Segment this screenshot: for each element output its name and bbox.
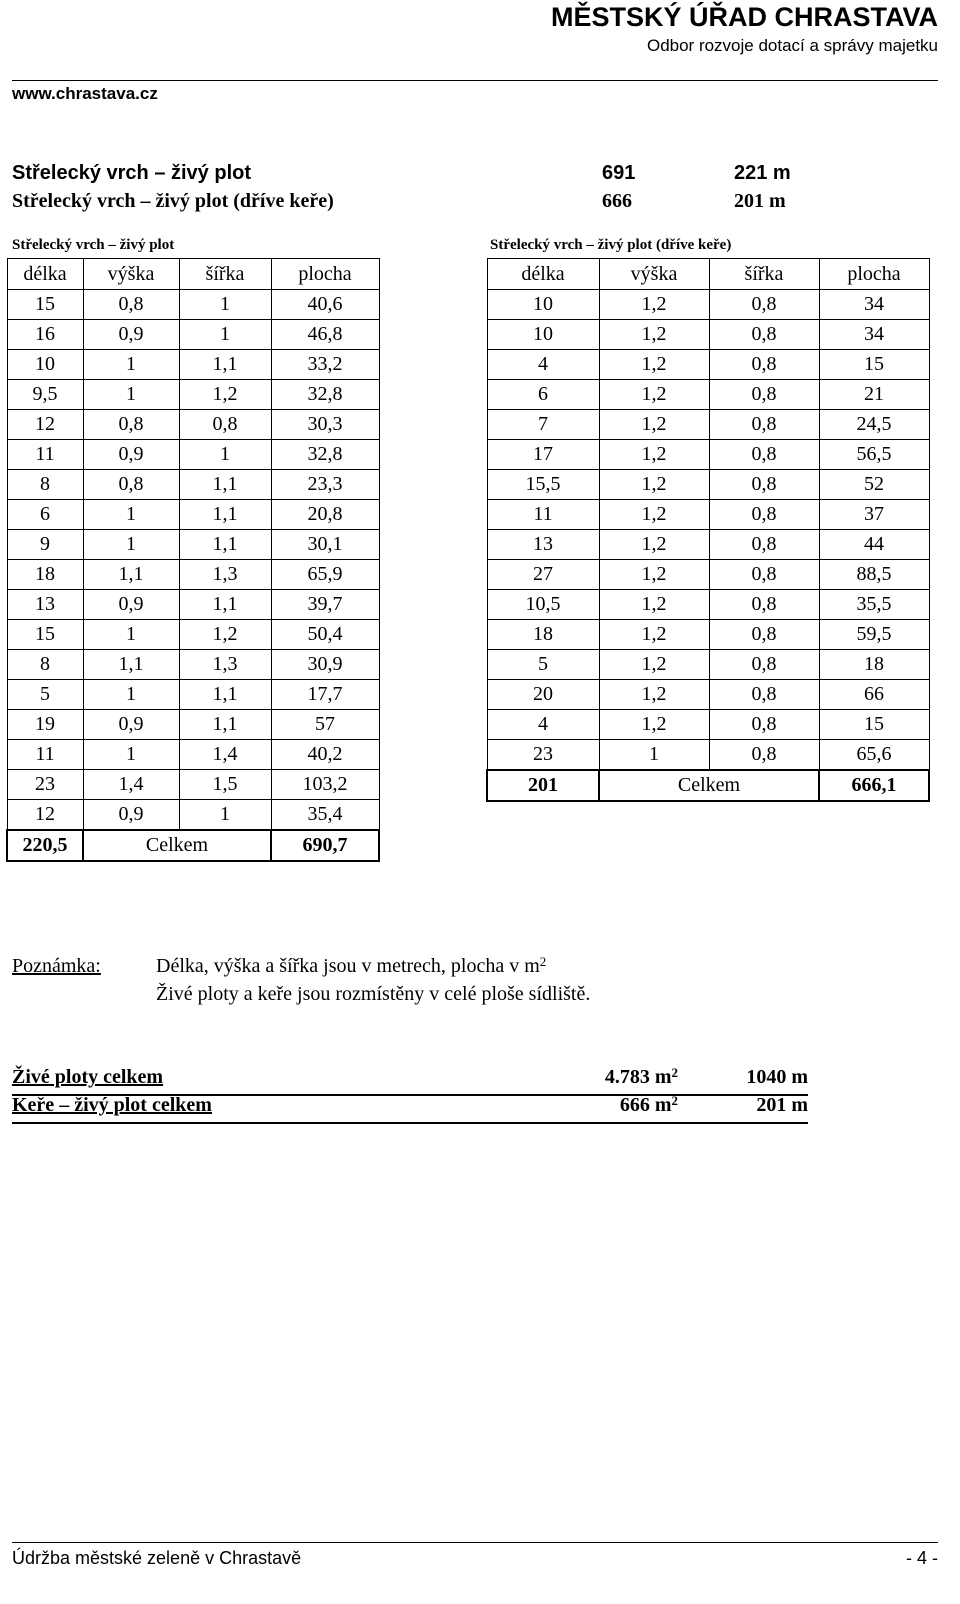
table-row [7,710,379,740]
table-cell: 0,8 [709,350,819,380]
table-cell: 1 [179,290,271,320]
table-cell: 19 [7,710,83,740]
left-hedge-table [6,258,380,862]
summary-row-former-shrubs [12,190,842,218]
total-label-cell: Celkem [83,830,271,861]
table-header-row [487,259,929,290]
table-row [487,530,929,560]
table-cell: 35,5 [819,590,929,620]
table-cell: 1 [83,380,179,410]
table-cell: 15,5 [487,470,599,500]
table-cell: 1,1 [179,350,271,380]
table-cell: 1,2 [599,470,709,500]
table-row [487,320,929,350]
table-cell: 1,1 [179,710,271,740]
table-row [487,740,929,771]
table-cell: 30,3 [271,410,379,440]
column-header: délka [7,259,83,290]
table-cell: 35,4 [271,800,379,831]
table-cell: 1 [179,800,271,831]
table-cell: 52 [819,470,929,500]
table-cell: 8 [7,470,83,500]
table-cell: 1,2 [599,530,709,560]
table-row [7,470,379,500]
table-cell: 1,1 [83,560,179,590]
table-cell: 1,2 [599,650,709,680]
table-cell: 1,2 [599,410,709,440]
table-cell: 65,9 [271,560,379,590]
table-cell: 0,8 [709,590,819,620]
table-cell: 0,8 [709,380,819,410]
table-cell: 0,9 [83,710,179,740]
table-cell: 1,2 [599,590,709,620]
table-cell: 6 [487,380,599,410]
table-cell: 5 [487,650,599,680]
table-cell: 1 [83,530,179,560]
table-cell: 46,8 [271,320,379,350]
table-cell: 0,8 [179,410,271,440]
table-cell: 30,9 [271,650,379,680]
table-cell: 18 [819,650,929,680]
table-cell: 0,8 [709,290,819,320]
table-row [487,380,929,410]
footer-title: Údržba městské zeleně v Chrastavě [12,1548,302,1568]
table-cell: 0,8 [83,470,179,500]
table-cell: 0,8 [709,470,819,500]
table-cell: 1,1 [83,650,179,680]
table-cell: 0,9 [83,320,179,350]
table-row [7,500,379,530]
table-cell: 16 [7,320,83,350]
table-row [487,500,929,530]
table-cell: 1,1 [179,530,271,560]
table-cell: 1,3 [179,560,271,590]
right-hedge-table [486,258,930,802]
table-cell: 4 [487,350,599,380]
total-area-cell: 690,7 [271,830,379,861]
table-cell: 1 [83,680,179,710]
table-cell: 57 [271,710,379,740]
table-cell: 1 [83,500,179,530]
table-row [487,650,929,680]
table-row [487,560,929,590]
table-cell: 9,5 [7,380,83,410]
table-cell: 40,2 [271,740,379,770]
table-cell: 1,2 [179,380,271,410]
table-cell: 103,2 [271,770,379,800]
table-cell: 20,8 [271,500,379,530]
table-cell: 12 [7,410,83,440]
table-cell: 1,2 [599,440,709,470]
table-cell: 17,7 [271,680,379,710]
table-cell: 1 [179,440,271,470]
table-cell: 33,2 [271,350,379,380]
column-header: výška [599,259,709,290]
table-cell: 1 [179,320,271,350]
table-row [487,470,929,500]
table-row [487,410,929,440]
note-text: Délka, výška a šířka jsou v metrech, plocha v m [156,955,540,977]
table-cell: 50,4 [271,620,379,650]
table-cell: 0,8 [709,680,819,710]
table-cell: 11 [487,500,599,530]
table-row [7,440,379,470]
column-header: šířka [179,259,271,290]
table-cell: 13 [487,530,599,560]
table-cell: 0,8 [709,500,819,530]
table-row [7,590,379,620]
table-row [487,680,929,710]
column-header: plocha [271,259,379,290]
table-cell: 7 [487,410,599,440]
table-cell: 0,8 [709,530,819,560]
table-row [487,710,929,740]
table-cell: 1 [83,350,179,380]
column-header: výška [83,259,179,290]
table-cell: 0,8 [709,560,819,590]
table-cell: 6 [7,500,83,530]
total-length: 1040 m [746,1066,808,1088]
table-cell: 1,2 [599,290,709,320]
table-row [487,290,929,320]
table-cell: 1 [83,740,179,770]
table-cell: 59,5 [819,620,929,650]
column-header: délka [487,259,599,290]
table-cell: 11 [7,440,83,470]
table-cell: 0,8 [709,710,819,740]
table-cell: 1,1 [179,590,271,620]
total-area-value: 666 m [619,1094,672,1116]
table-row [7,620,379,650]
table-cell: 0,8 [709,740,819,771]
footer-divider [12,1542,938,1543]
table-cell: 8 [7,650,83,680]
table-cell: 18 [7,560,83,590]
total-label-cell: Celkem [599,770,819,801]
table-cell: 39,7 [271,590,379,620]
table-cell: 15 [819,350,929,380]
column-header: plocha [819,259,929,290]
table-cell: 65,6 [819,740,929,771]
table-cell: 56,5 [819,440,929,470]
table-cell: 1,1 [179,500,271,530]
table-cell: 10 [487,290,599,320]
table-cell: 0,9 [83,440,179,470]
total-row-hedges [12,1066,808,1096]
table-cell: 15 [819,710,929,740]
table-cell: 13 [7,590,83,620]
table-cell: 10 [7,350,83,380]
table-row [7,380,379,410]
table-cell: 66 [819,680,929,710]
summary-length: 221 m [734,162,791,184]
table-cell: 1,2 [599,680,709,710]
column-header: šířka [709,259,819,290]
table-cell: 1,2 [599,500,709,530]
summary-length: 201 m [734,190,786,212]
right-table-caption: Střelecký vrch – živý plot (dříve keře) [490,237,732,253]
table-cell: 88,5 [819,560,929,590]
total-length-cell: 201 [487,770,599,801]
table-cell: 0,8 [83,290,179,320]
table-cell: 34 [819,320,929,350]
table-cell: 9 [7,530,83,560]
department-subtitle: Odbor rozvoje dotací a správy majetku [646,36,938,55]
total-area [620,1094,678,1117]
summary-row-hedge [12,162,842,190]
table-cell: 20 [487,680,599,710]
summary-number: 691 [602,162,636,184]
table-row [7,650,379,680]
summary-label: Střelecký vrch – živý plot [12,162,252,184]
table-cell: 1,2 [599,620,709,650]
table-cell: 15 [7,290,83,320]
table-row [7,410,379,440]
table-cell: 1,1 [179,470,271,500]
table-cell: 1,4 [179,740,271,770]
left-table-caption: Střelecký vrch – živý plot [12,237,175,253]
total-area-cell: 666,1 [819,770,929,801]
table-row [7,350,379,380]
table-row [487,590,929,620]
summary-label: Střelecký vrch – živý plot (dříve keře) [12,190,334,212]
area-superscript: 2 [671,1065,678,1080]
table-cell: 24,5 [819,410,929,440]
table-cell: 0,8 [709,320,819,350]
table-cell: 32,8 [271,380,379,410]
note-line-units [156,955,546,978]
table-cell: 0,9 [83,800,179,831]
table-cell: 10,5 [487,590,599,620]
table-cell: 1,4 [83,770,179,800]
table-header-row [7,259,379,290]
total-length: 201 m [756,1094,808,1116]
table-row [7,740,379,770]
table-cell: 1,2 [179,620,271,650]
website-link[interactable]: www.chrastava.cz [12,84,158,103]
table-cell: 1,1 [179,680,271,710]
table-cell: 1,5 [179,770,271,800]
table-cell: 1,3 [179,650,271,680]
table-cell: 1,2 [599,380,709,410]
table-cell: 0,8 [83,410,179,440]
table-cell: 1,2 [599,350,709,380]
table-cell: 12 [7,800,83,831]
table-cell: 21 [819,380,929,410]
table-row [7,800,379,831]
table-row [7,770,379,800]
table-cell: 32,8 [271,440,379,470]
note-line-location: Živé ploty a keře jsou rozmístěny v celé ploše sídliště. [156,983,591,1005]
table-cell: 1,2 [599,320,709,350]
total-length-cell: 220,5 [7,830,83,861]
table-row [7,560,379,590]
table-cell: 0,8 [709,410,819,440]
table-row [7,320,379,350]
table-cell: 44 [819,530,929,560]
table-cell: 34 [819,290,929,320]
total-label: Živé ploty celkem [12,1066,164,1088]
table-cell: 0,8 [709,620,819,650]
note-superscript: 2 [539,954,547,969]
table-cell: 15 [7,620,83,650]
note-label: Poznámka: [12,955,101,977]
table-row [487,350,929,380]
table-cell: 1,2 [599,560,709,590]
table-cell: 11 [7,740,83,770]
table-cell: 37 [819,500,929,530]
table-row [487,620,929,650]
table-cell: 1 [599,740,709,771]
organization-title: MĚSTSKÝ ÚŘAD CHRASTAVA [550,2,938,32]
table-total-row [487,770,929,801]
table-row [7,680,379,710]
table-cell: 23 [7,770,83,800]
table-cell: 0,8 [709,440,819,470]
table-cell: 10 [487,320,599,350]
header-divider [12,80,938,81]
table-cell: 1,2 [599,710,709,740]
table-cell: 17 [487,440,599,470]
table-row [7,530,379,560]
total-row-shrubs [12,1094,808,1124]
table-row [7,290,379,320]
page-number: - 4 - [905,1548,938,1568]
total-area-value: 4.783 m [604,1066,672,1088]
total-label: Keře – živý plot celkem [12,1094,212,1116]
table-cell: 27 [487,560,599,590]
total-area [605,1066,678,1089]
table-cell: 40,6 [271,290,379,320]
table-cell: 4 [487,710,599,740]
table-cell: 23 [487,740,599,771]
table-total-row [7,830,379,861]
table-cell: 0,9 [83,590,179,620]
table-cell: 18 [487,620,599,650]
area-superscript: 2 [671,1093,678,1108]
table-row [487,440,929,470]
table-cell: 30,1 [271,530,379,560]
table-cell: 1 [83,620,179,650]
table-cell: 5 [7,680,83,710]
table-cell: 0,8 [709,650,819,680]
table-cell: 23,3 [271,470,379,500]
summary-number: 666 [602,190,632,212]
